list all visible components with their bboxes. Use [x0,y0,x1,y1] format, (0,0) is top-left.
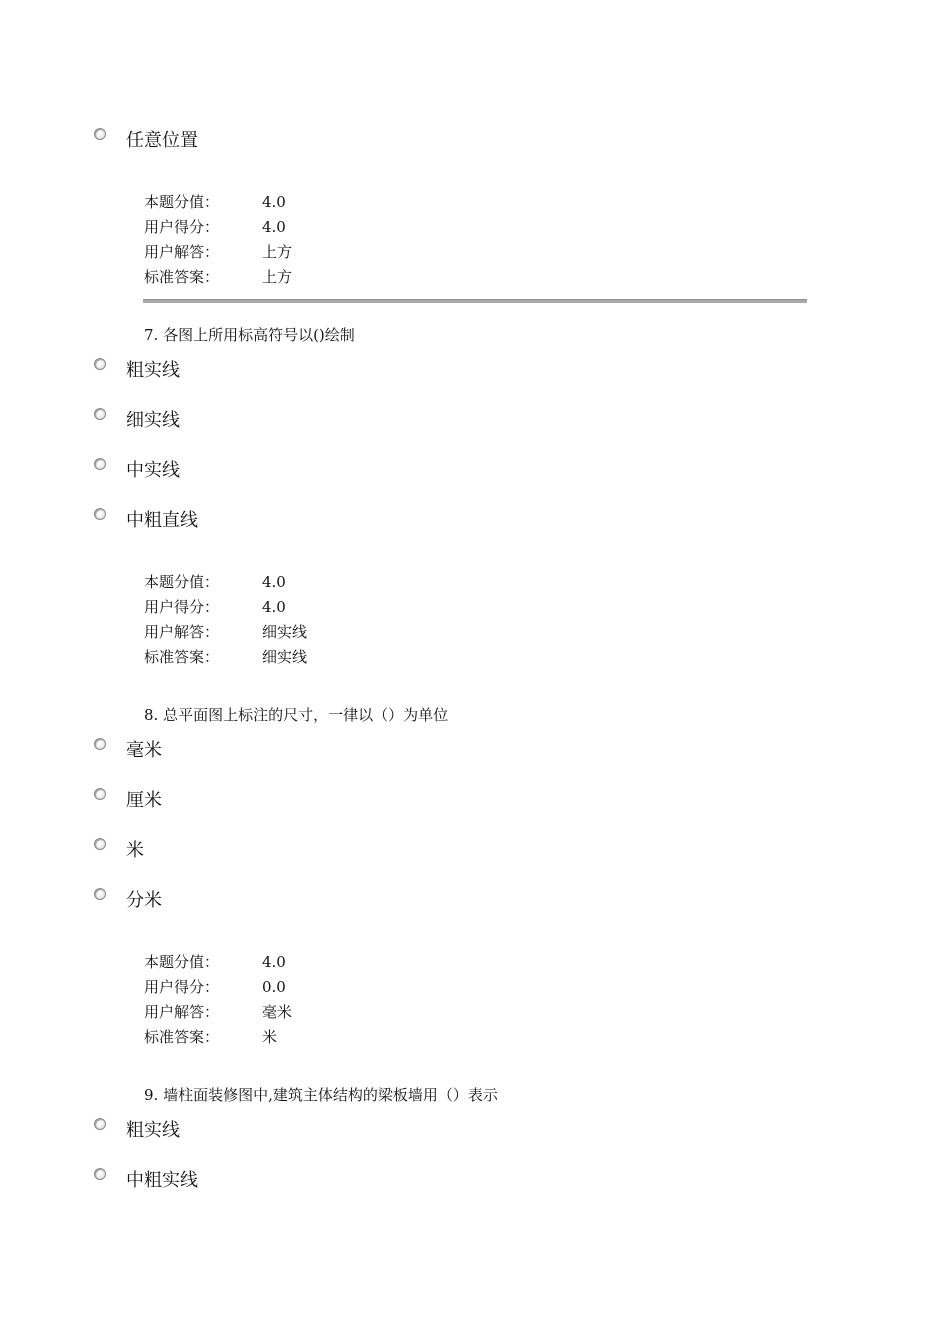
section-divider [143,299,807,303]
q7-option-3-radio[interactable] [94,458,106,470]
q6-user-answer-label: 用户解答： [144,243,220,261]
q6-user-score-value: 4.0 [262,218,286,236]
q6-std-answer-label: 标准答案： [144,268,220,286]
q7-option-3-label: 中实线 [126,460,180,481]
q6-score-label: 本题分值： [144,193,220,211]
q7-user-score-value: 4.0 [262,598,286,616]
q7-user-answer-value: 细实线 [262,623,308,641]
q6-score-value: 4.0 [262,193,286,211]
q7-option-2-radio[interactable] [94,408,106,420]
q7-score-label: 本题分值： [144,573,220,591]
q7-user-answer-label: 用户解答： [144,623,220,641]
q7-score-value: 4.0 [262,573,286,591]
q7-option-1-radio[interactable] [94,358,106,370]
q9-title: 9. 墙柱面装修图中,建筑主体结构的梁板墙用（）表示 [144,1086,498,1104]
q7-option-1-label: 粗实线 [126,360,180,381]
q7-std-answer-value: 细实线 [262,648,308,666]
q8-option-2-label: 厘米 [126,790,162,811]
q7-std-answer-label: 标准答案： [144,648,220,666]
q8-option-4-label: 分米 [126,890,162,911]
q8-option-1-label: 毫米 [126,740,162,761]
q8-std-answer-value: 米 [262,1028,278,1046]
q8-option-2-radio[interactable] [94,788,106,800]
q8-user-answer-value: 毫米 [262,1003,293,1021]
q8-score-value: 4.0 [262,953,286,971]
q7-user-score-label: 用户得分： [144,598,220,616]
q7-option-2-label: 细实线 [126,410,180,431]
q8-user-answer-label: 用户解答： [144,1003,220,1021]
q9-option-1-label: 粗实线 [126,1120,180,1141]
q8-option-4-radio[interactable] [94,888,106,900]
q6-option-4-label: 任意位置 [126,130,198,151]
q9-option-2-radio[interactable] [94,1168,106,1180]
q9-option-2-label: 中粗实线 [126,1170,198,1191]
q6-user-score-label: 用户得分： [144,218,220,236]
q6-std-answer-value: 上方 [262,268,293,286]
q8-option-3-radio[interactable] [94,838,106,850]
q8-option-3-label: 米 [126,840,144,861]
q8-score-label: 本题分值： [144,953,220,971]
q7-option-4-radio[interactable] [94,508,106,520]
q9-option-1-radio[interactable] [94,1118,106,1130]
q6-user-answer-value: 上方 [262,243,293,261]
q8-std-answer-label: 标准答案： [144,1028,220,1046]
q8-title: 8. 总平面图上标注的尺寸，一律以（）为单位 [144,706,449,724]
q7-option-4-label: 中粗直线 [126,510,198,531]
q8-user-score-label: 用户得分： [144,978,220,996]
q8-user-score-value: 0.0 [262,978,286,996]
q8-option-1-radio[interactable] [94,738,106,750]
q6-option-4-radio[interactable] [94,128,106,140]
q7-title: 7. 各图上所用标高符号以()绘制 [144,326,355,344]
